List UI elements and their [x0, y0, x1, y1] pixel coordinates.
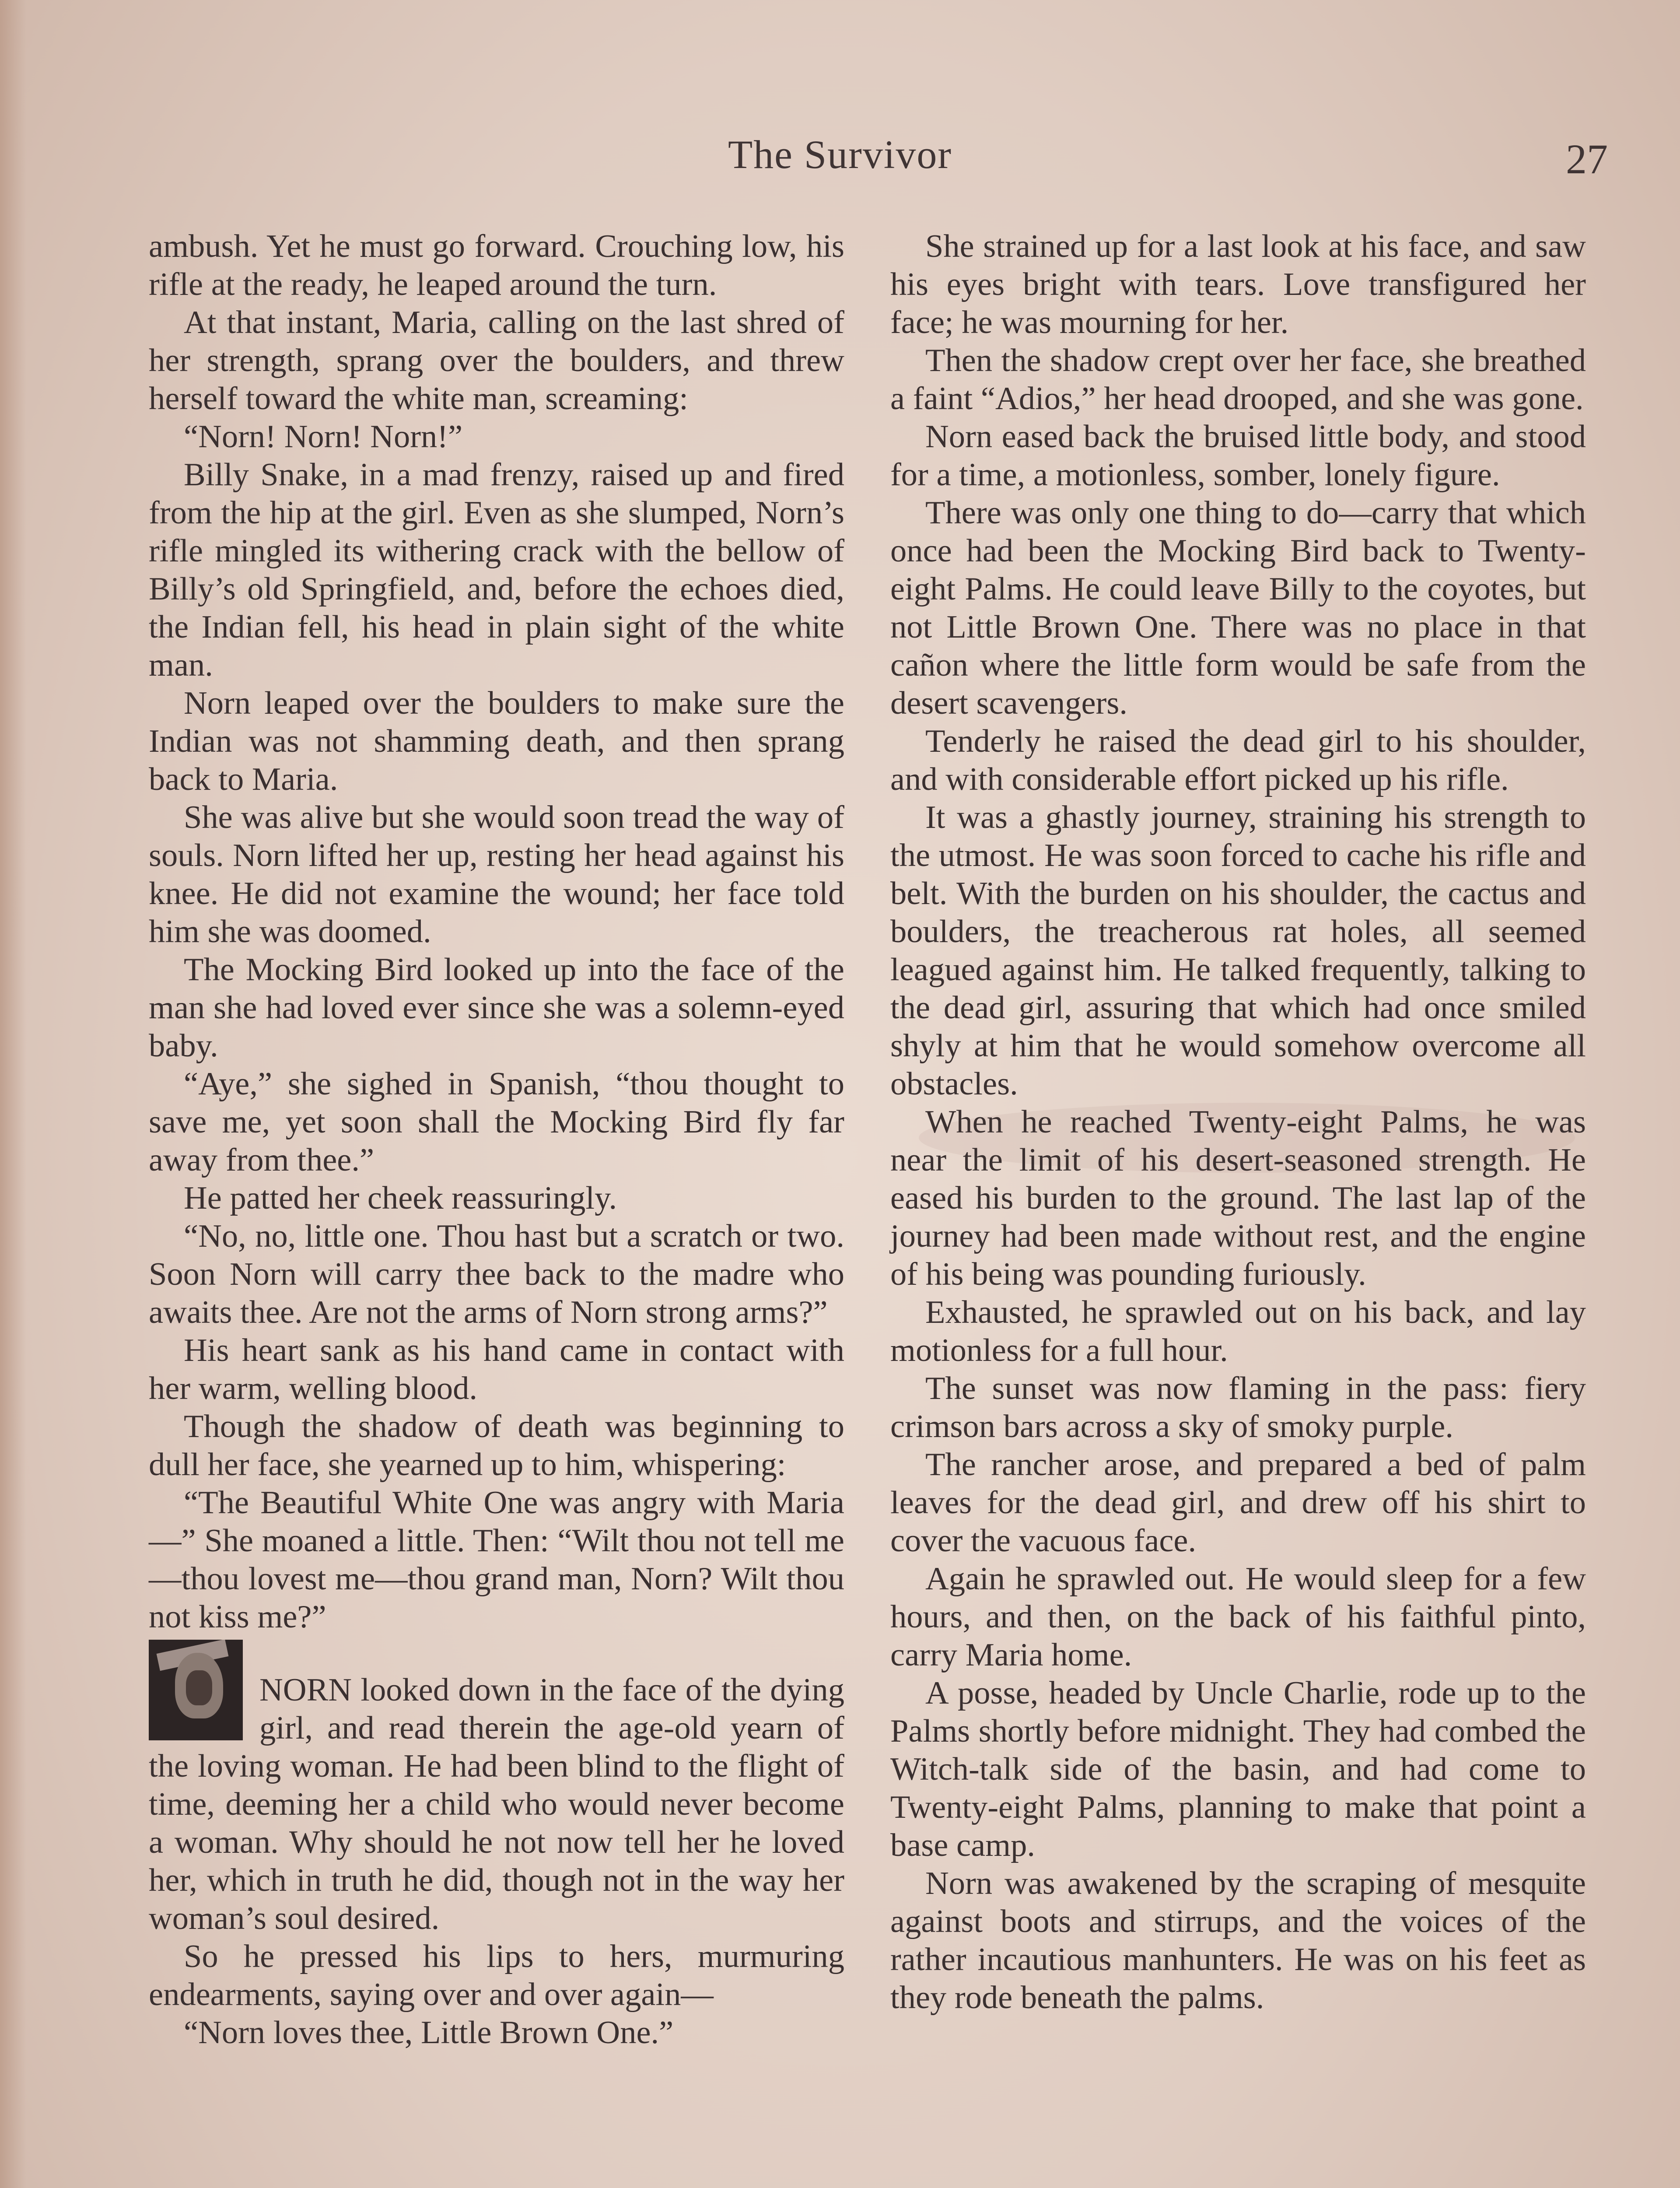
paragraph: There was only one thing to do—carry that which once had been the Mocking Bird back to Twenty-eight Palms. He could leave Billy to the coyotes, but not Little Brown One. There was no place in that cañon where the little form would be safe from the desert scavengers. — [890, 495, 1586, 721]
dropcap-paragraph: NORN looked down in the face of the dying girl, and read therein the age-old yearn of the loving woman. He had been blind to the flight of time, deeming her a child who would never become a woman. Why should he not now tell her he loved her, which in truth he did, though not in the way her woman’s soul desired. — [149, 1672, 844, 1936]
paragraph: “The Beautiful White One was angry with Maria—” She moaned a little. Then: “Wilt thou not tell me—thou lovest me—thou grand man, Norn? Wilt thou not kiss me?” — [149, 1485, 844, 1635]
paragraph: “Aye,” she sighed in Spanish, “thou thought to save me, yet soon shall the Mocking Bird fly far away from thee.” — [149, 1066, 844, 1178]
paragraph: “Norn loves thee, Little Brown One.” — [184, 2015, 674, 2051]
paragraph: ambush. Yet he must go forward. Crouching low, his rifle at the ready, he leaped around the turn. — [149, 228, 844, 302]
paragraph: Billy Snake, in a mad frenzy, raised up and fired from the hip at the girl. Even as she slumped, Norn’s rifle mingled its withering crack with the bellow of Billy’s old Springfield, and, before the echoes died, the Indian fell, his head in plain sight of the white man. — [149, 457, 844, 683]
paragraph: Exhausted, he sprawled out on his back, and lay motionless for a full hour. — [890, 1294, 1586, 1368]
paragraph: Norn eased back the bruised little body, and stood for a time, a motionless, somber, lonely figure. — [890, 419, 1586, 493]
paragraph: A posse, headed by Uncle Charlie, rode up to the Palms shortly before midnight. They had combed the Witch-talk side of the basin, and had come to Twenty-eight Palms, planning to make that point a base camp. — [890, 1675, 1586, 1863]
paragraph: “No, no, little one. Thou hast but a scratch or two. Soon Norn will carry thee back to the madre who awaits thee. Are not the arms of Norn strong arms?” — [149, 1218, 844, 1330]
page-number: 27 — [1566, 136, 1608, 182]
paragraph: Norn leaped over the boulders to make sure the Indian was not shamming death, and then sprang back to Maria. — [149, 685, 844, 797]
page-edge — [0, 0, 26, 2188]
paragraph: His heart sank as his hand came in contact with her warm, welling blood. — [149, 1332, 844, 1406]
page-header — [0, 131, 1680, 188]
paragraph: The sunset was now flaming in the pass: fiery crimson bars across a sky of smoky purple. — [890, 1371, 1586, 1445]
paragraph: Then the shadow crept over her face, she breathed a faint “Adios,” her head drooped, and she was gone. — [890, 343, 1586, 417]
paragraph: Again he sprawled out. He would sleep for a few hours, and then, on the back of his faithful pinto, carry Maria home. — [890, 1561, 1586, 1673]
running-title: The Survivor — [728, 132, 952, 177]
paragraph: When he reached Twenty-eight Palms, he was near the limit of his desert-seasoned strength. He eased his burden to the ground. The last lap of the journey had been made without rest, and the engine of his being was pounding furiously. — [890, 1104, 1586, 1292]
paragraph: So he pressed his lips to hers, murmuring endearments, saying over and over again— — [149, 1939, 844, 2013]
paragraph: The rancher arose, and prepared a bed of palm leaves for the dead girl, and drew off his shirt to cover the vacuous face. — [890, 1447, 1586, 1559]
left-column — [149, 228, 844, 2052]
paragraph: She strained up for a last look at his face, and saw his eyes bright with tears. Love transfigured her face; he was mourning for her. — [890, 228, 1586, 340]
paragraph: Though the shadow of death was beginning to dull her face, she yearned up to him, whispering: — [149, 1409, 844, 1483]
paragraph: At that instant, Maria, calling on the last shred of her strength, sprang over the boulders, and threw herself toward the white man, screaming: — [149, 305, 844, 417]
paragraph: “Norn! Norn! Norn!” — [184, 419, 463, 455]
paragraph: Tenderly he raised the dead girl to his shoulder, and with considerable effort picked up his rifle. — [890, 723, 1586, 797]
paragraph: She was alive but she would soon tread the way of souls. Norn lifted her up, resting her head against his knee. He did not examine the wound; her face told him she was doomed. — [149, 799, 844, 950]
paragraph: The Mocking Bird looked up into the face of the man she had loved ever since she was a solemn-eyed baby. — [149, 952, 844, 1064]
right-column — [890, 228, 1586, 2017]
paragraph: He patted her cheek reassuringly. — [184, 1180, 617, 1216]
paragraph: Norn was awakened by the scraping of mesquite against boots and stirrups, and the voices of the rather incautious manhunters. He was on his feet as they rode beneath the palms. — [890, 1865, 1586, 2016]
dropcap-portrait-icon — [149, 1640, 243, 1740]
paragraph: It was a ghastly journey, straining his strength to the utmost. He was soon forced to cache his rifle and belt. With the burden on his shoulder, the cactus and boulders, the treacherous rat holes, all seemed leagued against him. He talked frequently, talking to the dead girl, assuring that which had once smiled shyly at him that he would somehow overcome all obstacles. — [890, 799, 1586, 1102]
